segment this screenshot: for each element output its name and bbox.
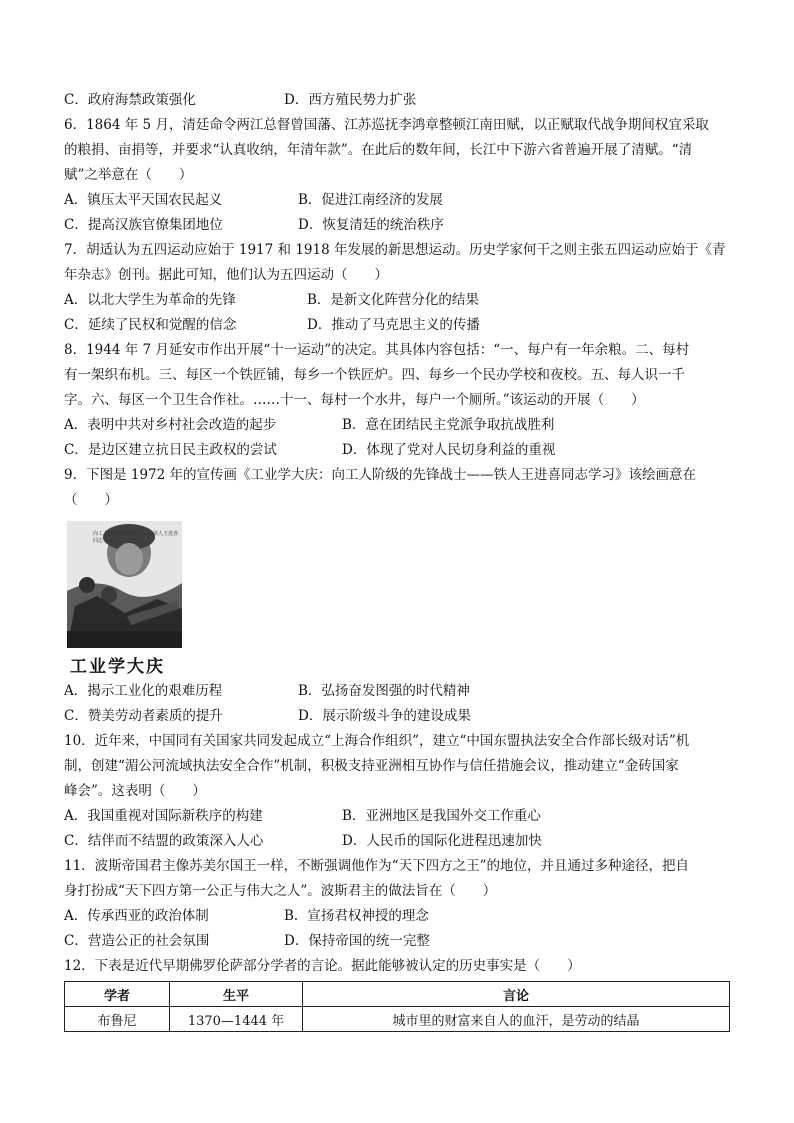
- q9-option-d[interactable]: D．展示阶级斗争的建设成果: [298, 708, 471, 724]
- q9-option-a[interactable]: A．揭示工业化的艰难历程: [64, 683, 223, 699]
- exam-page: [64, 88, 732, 1032]
- q11-option-c[interactable]: C．营造公正的社会氛围: [64, 933, 210, 949]
- q7-option-c[interactable]: C．延续了民权和觉醒的信念: [64, 317, 237, 333]
- q11-options-row2: [64, 929, 732, 954]
- q7-options-row2: [64, 313, 732, 338]
- q7-options-row1: [64, 288, 732, 313]
- propaganda-poster-image: [67, 521, 182, 677]
- q11-option-a[interactable]: A．传承西亚的政治体制: [64, 908, 209, 924]
- table-header-life: 生平: [170, 982, 303, 1007]
- table-cell-scholar: 布鲁尼: [65, 1007, 170, 1032]
- q5-option-d[interactable]: D．西方殖民势力扩张: [284, 92, 417, 108]
- q5-option-c[interactable]: C．政府海禁政策强化: [64, 92, 196, 108]
- q9-options-row1: [64, 679, 732, 704]
- q9-option-b[interactable]: B．弘扬奋发图强的时代精神: [298, 683, 470, 699]
- table-row: [65, 1007, 730, 1032]
- q8-stem-line3: 字。六、每区一个卫生合作社。……十一、每村一个水井，每户一个厕所。”该运动的开展（ ）: [64, 392, 645, 408]
- poster-caption: 工业学大庆: [70, 657, 165, 677]
- q11-options-row1: [64, 904, 732, 929]
- q8-options-row1: [64, 413, 732, 438]
- q11-option-b[interactable]: B．宣扬君权神授的理念: [284, 908, 429, 924]
- table-cell-quote: 城市里的财富来自人的血汗，是劳动的结晶: [303, 1007, 730, 1032]
- q8-option-d[interactable]: D．体现了党对人民切身利益的重视: [342, 442, 556, 458]
- q9-stem-line1: 9．下图是 1972 年的宣传画《工业学大庆：向工人阶级的先锋战士——铁人王进喜同志学习》该绘画意在: [64, 467, 697, 483]
- q8-options-row2: [64, 438, 732, 463]
- q6-option-d[interactable]: D．恢复清廷的统治秩序: [298, 217, 444, 233]
- q10-option-b[interactable]: B．亚洲地区是我国外交工作重心: [342, 808, 541, 824]
- q6-option-a[interactable]: A．镇压太平天国农民起义: [64, 192, 223, 208]
- q6-option-b[interactable]: B．促进江南经济的发展: [298, 192, 443, 208]
- q8-option-a[interactable]: A．表明中共对乡村社会改造的起步: [64, 417, 277, 433]
- q10-option-c[interactable]: C．结伴而不结盟的政策深入人心: [64, 833, 264, 849]
- q11-stem-line1: 11．波斯帝国君主像苏美尔国王一样，不断强调他作为“天下四方之王”的地位，并且通过多种途径，把自: [64, 858, 689, 874]
- q10-options-row1: [64, 804, 732, 829]
- table-header-row: [65, 982, 730, 1007]
- q11-stem-line2: 身打扮成“天下四方第一公正与伟大之人”。波斯君主的做法旨在（ ）: [64, 883, 497, 899]
- q9-options-row2: [64, 704, 732, 729]
- q10-option-d[interactable]: D．人民币的国际化进程迅速加快: [342, 833, 542, 849]
- q9-stem-line2: （ ）: [64, 492, 118, 508]
- q5-options-row: [64, 88, 732, 113]
- table-cell-life: 1370—1444 年: [170, 1007, 303, 1032]
- poster-small-text: 向工人阶级的先锋战士——铁人王进喜同志学习: [93, 531, 179, 544]
- q8-stem-line1: 8．1944 年 7 月延安市作出开展“十一运动”的决定。其具体内容包括：“一、每户有一年余粮。二、每村: [64, 342, 690, 358]
- q7-option-a[interactable]: A．以北大学生为革命的先锋: [64, 292, 236, 308]
- q8-option-b[interactable]: B．意在团结民主党派争取抗战胜利: [342, 417, 555, 433]
- q10-stem-line3: 峰会”。这表明（ ）: [64, 783, 206, 799]
- q7-option-b[interactable]: B．是新文化阵营分化的结果: [307, 292, 479, 308]
- q6-options-row1: [64, 188, 732, 213]
- q8-stem-line2: 有一架织布机。三、每区一个铁匠铺，每乡一个铁匠炉。四、每乡一个民办学校和夜校。五、每人识一千: [64, 367, 685, 383]
- q7-option-d[interactable]: D．推动了马克思主义的传播: [307, 317, 480, 333]
- q9-option-c[interactable]: C．赞美劳动者素质的提升: [64, 708, 223, 724]
- q10-option-a[interactable]: A．我国重视对国际新秩序的构建: [64, 808, 263, 824]
- q10-stem-line1: 10．近年来，中国同有关国家共同发起成立“上海合作组织”，建立“中国东盟执法安全合作部长级对话”机: [64, 733, 690, 749]
- q6-option-c[interactable]: C．提高汉族官僚集团地位: [64, 217, 223, 233]
- table-header-scholar: 学者: [65, 982, 170, 1007]
- table-header-quote: 言论: [303, 982, 730, 1007]
- q6-options-row2: [64, 213, 732, 238]
- q12-stem-line1: 12．下表是近代早期佛罗伦萨部分学者的言论。据此能够被认定的历史事实是（ ）: [64, 958, 581, 974]
- q8-option-c[interactable]: C．是边区建立抗日民主政权的尝试: [64, 442, 277, 458]
- q6-stem-line3: 赋”之举意在（ ）: [64, 167, 193, 183]
- q11-option-d[interactable]: D．保持帝国的统一完整: [284, 933, 430, 949]
- q6-stem-line1: 6．1864 年 5 月，清廷命令两江总督曾国藩、江苏巡抚李鸿章整顿江南田赋，以正赋取代战争期间权宜采取: [64, 117, 709, 133]
- q7-stem-line1: 7．胡适认为五四运动应始于 1917 和 1918 年发展的新思想运动。历史学家何干之则主张五四运动应始于《青: [64, 242, 726, 258]
- q7-stem-line2: 年杂志》创刊。据此可知，他们认为五四运动（ ）: [64, 267, 388, 283]
- q10-stem-line2: 制，创建“湄公河流域执法安全合作”机制，积极支持亚洲相互协作与信任措施会议，推动建立“金砖国家: [64, 758, 679, 774]
- scholars-table: [64, 981, 730, 1032]
- q10-options-row2: [64, 829, 732, 854]
- q6-stem-line2: 的粮捐、亩捐等，并要求“认真收纳，年清年款”。在此后的数年间，长江中下游六省普遍开展了清赋。“清: [64, 142, 693, 158]
